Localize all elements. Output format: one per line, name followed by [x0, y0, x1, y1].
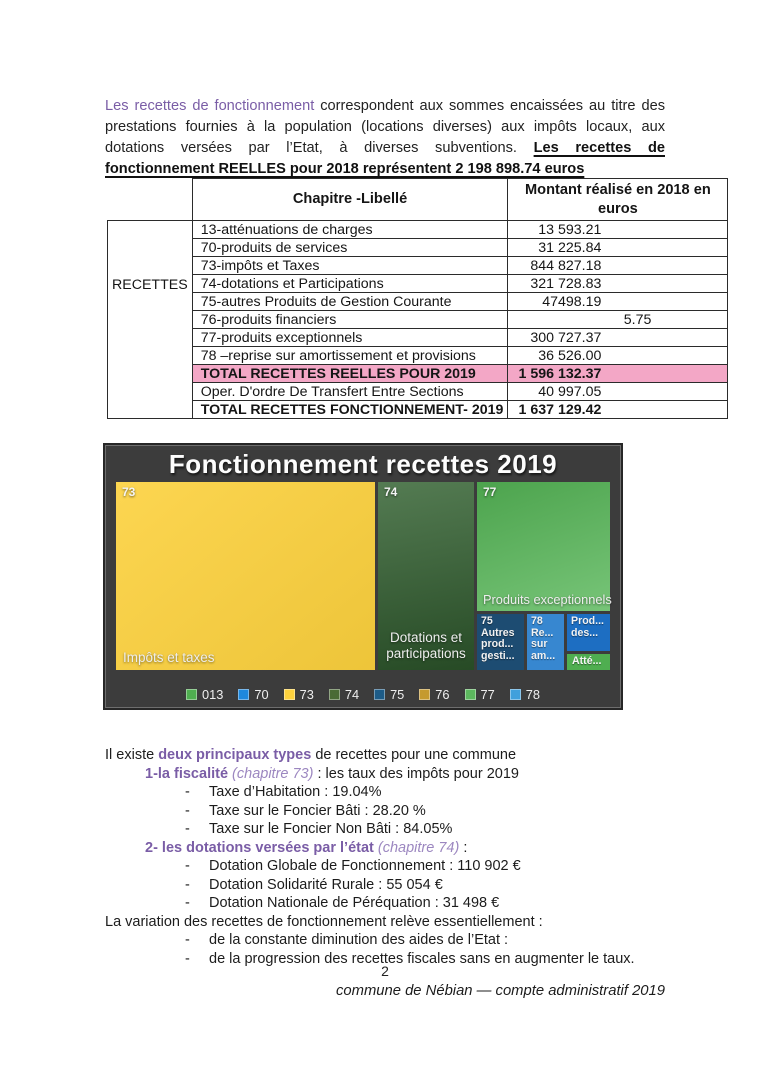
row-amount: 844 827.18 [508, 257, 728, 275]
row-amount: 13 593.21 [508, 221, 728, 239]
legend-label: 013 [202, 687, 224, 702]
legend-item [374, 687, 404, 702]
notes-heading-fiscalite [145, 765, 665, 784]
row-label: TOTAL RECETTES FONCTIONNEMENT- 2019 [192, 401, 508, 419]
bullet-text: Taxe sur le Foncier Non Bâti : 84.05% [209, 821, 453, 837]
chapter-ref: (chapitre 74) [377, 839, 460, 856]
row-label: 77-produits exceptionnels [192, 329, 508, 347]
cell-label: Produits exceptionnels [483, 592, 612, 607]
chart-legend [105, 687, 621, 702]
row-label: 76-produits financiers [192, 311, 508, 329]
intro-emphasis: Les recettes de fonctionnement REELLES pour 2018 représentent 2 198 898.74 euros [105, 140, 665, 177]
bullet-dash: - [185, 858, 190, 874]
heading-text: 1-la fiscalité [145, 765, 233, 782]
bullet-dash: - [185, 932, 190, 948]
column-header-montant: Montant réalisé en 2018 en euros [508, 179, 728, 221]
bullet-dash: - [185, 784, 190, 800]
chapter-ref: (chapitre 73) [232, 765, 314, 782]
row-amount: 1 596 132.37 [508, 365, 728, 383]
table-row-total-reelles [108, 365, 728, 383]
bullet-dash: - [185, 876, 190, 893]
legend-item [186, 687, 223, 702]
notes-heading-dotations [145, 839, 665, 858]
text: : [459, 839, 468, 856]
cell-line: gesti... [481, 650, 515, 662]
column-header-chapitre: Chapitre -Libellé [192, 179, 508, 221]
table-row [108, 275, 728, 293]
intro-lead: Les recettes de fonctionnement [105, 98, 315, 114]
legend-swatch [186, 689, 197, 700]
legend-label: 75 [390, 687, 405, 702]
cell-label: Impôts et taxes [123, 650, 215, 665]
legend-label: 76 [435, 687, 450, 702]
cell-label: Atté... [572, 655, 602, 667]
table-row [108, 257, 728, 275]
cell-line: 75 [481, 616, 493, 627]
bullet-text: Dotation Nationale de Péréquation : 31 498 € [209, 895, 500, 911]
cell-line: des... [571, 627, 599, 639]
bullet-item [185, 820, 665, 839]
row-label: Oper. D'ordre De Transfert Entre Sections [192, 383, 508, 401]
row-label: 73-impôts et Taxes [192, 257, 508, 275]
legend-label: 78 [525, 687, 540, 702]
bullet-item [185, 802, 665, 821]
text: de recettes pour une commune [311, 747, 517, 763]
cell-line: 78 [531, 616, 543, 627]
row-label: 74-dotations et Participations [192, 275, 508, 293]
treemap-cell-70 [567, 614, 610, 651]
legend-swatch [510, 689, 521, 700]
notes-section [105, 746, 665, 968]
row-amount: 40 997.05 [508, 383, 728, 401]
legend-swatch [329, 689, 340, 700]
bullet-text: Taxe sur le Foncier Bâti : 28.20 % [209, 802, 426, 819]
bullet-dash: - [185, 821, 190, 837]
bullet-text: Dotation Solidarité Rurale : 55 054 € [209, 876, 443, 893]
cell-code: 73 [122, 485, 136, 499]
table-row [108, 221, 728, 239]
legend-item [329, 687, 359, 702]
table-row [108, 239, 728, 257]
text: Il existe [105, 747, 159, 763]
intro-paragraph [105, 96, 665, 180]
bullet-dash: - [185, 802, 190, 819]
heading-text: 2- les dotations versées par l’état [145, 839, 378, 856]
bullet-text: de la progression des recettes fiscales sans en augmenter le taux. [209, 950, 635, 967]
bullet-text: Dotation Globale de Fonctionnement : 110 902 € [209, 858, 521, 874]
table-row [108, 329, 728, 347]
bullet-item [185, 783, 665, 802]
cell-line: Prod... [571, 616, 604, 627]
cell-code: 77 [483, 485, 497, 499]
page-number: 2 [381, 963, 389, 979]
table-row [108, 293, 728, 311]
text-emphasis: deux principaux types [158, 747, 312, 763]
bullet-text: Taxe d’Habitation : 19.04% [209, 784, 382, 800]
treemap-cell-78 [527, 614, 564, 670]
table-rowgroup-label: RECETTES [108, 221, 193, 419]
row-amount: 47498.19 [508, 293, 728, 311]
cell-code: 74 [384, 485, 398, 499]
legend-swatch [419, 689, 430, 700]
notes-intro-line [105, 746, 665, 765]
row-label: 70-produits de services [192, 239, 508, 257]
table-row-total-fonctionnement [108, 401, 728, 419]
treemap-cell-75 [477, 614, 524, 670]
bullet-dash: - [185, 895, 190, 911]
legend-swatch [284, 689, 295, 700]
legend-swatch [374, 689, 385, 700]
row-amount: 300 727.37 [508, 329, 728, 347]
document-footer: commune de Nébian — compte administratif 2019 [336, 983, 665, 999]
cell-line: am... [531, 650, 556, 662]
row-amount: 31 225.84 [508, 239, 728, 257]
text: : les taux des impôts pour 2019 [313, 765, 519, 782]
legend-item [419, 687, 449, 702]
bullet-dash: - [185, 950, 190, 967]
cell-label: Dotations et participations [386, 630, 466, 661]
table-header-row [108, 179, 728, 221]
treemap-cell-013 [567, 654, 610, 670]
legend-item [238, 687, 268, 702]
table-corner-blank [108, 179, 193, 221]
table-row [108, 383, 728, 401]
row-label: 78 –reprise sur amortissement et provisions [192, 347, 508, 365]
row-amount: 5.75 [508, 311, 728, 329]
legend-swatch [238, 689, 249, 700]
row-amount: 36 526.00 [508, 347, 728, 365]
treemap-chart [103, 443, 623, 710]
row-label: TOTAL RECETTES REELLES POUR 2019 [192, 365, 508, 383]
table-row [108, 347, 728, 365]
treemap-cell-73 [116, 482, 375, 670]
bullet-item [185, 876, 665, 895]
legend-label: 73 [299, 687, 314, 702]
row-amount: 321 728.83 [508, 275, 728, 293]
cell-line: prod... [481, 639, 514, 650]
bullet-item [185, 931, 665, 950]
table-row [108, 311, 728, 329]
recettes-table [107, 178, 728, 419]
bullet-item [185, 894, 665, 913]
chart-title: Fonctionnement recettes 2019 [168, 449, 558, 479]
row-label: 75-autres Produits de Gestion Courante [192, 293, 508, 311]
legend-item [510, 687, 540, 702]
row-label: 13-atténuations de charges [192, 221, 508, 239]
legend-label: 74 [344, 687, 360, 702]
legend-item [465, 687, 495, 702]
cell-line: Autres [481, 627, 515, 639]
bullet-text: de la constante diminution des aides de l’Etat : [209, 932, 509, 948]
notes-variation-line: La variation des recettes de fonctionnement relève essentiellement : [105, 913, 543, 930]
legend-swatch [465, 689, 476, 700]
cell-line: sur [531, 639, 548, 650]
row-amount: 1 637 129.42 [508, 401, 728, 419]
legend-label: 70 [254, 687, 269, 702]
treemap-cell-74 [378, 482, 474, 670]
cell-line: Re... [531, 627, 554, 639]
legend-label: 77 [480, 687, 495, 702]
intro-body: correspondent aux sommes encaissées au titre des prestations fournies à la population (locations diverses) aux impôts locaux, aux dotations versées par l’Etat, à diverses subventions. [105, 98, 665, 156]
legend-item [284, 687, 314, 702]
bullet-item [185, 857, 665, 876]
treemap-area [116, 482, 610, 670]
treemap-cell-77 [477, 482, 610, 611]
